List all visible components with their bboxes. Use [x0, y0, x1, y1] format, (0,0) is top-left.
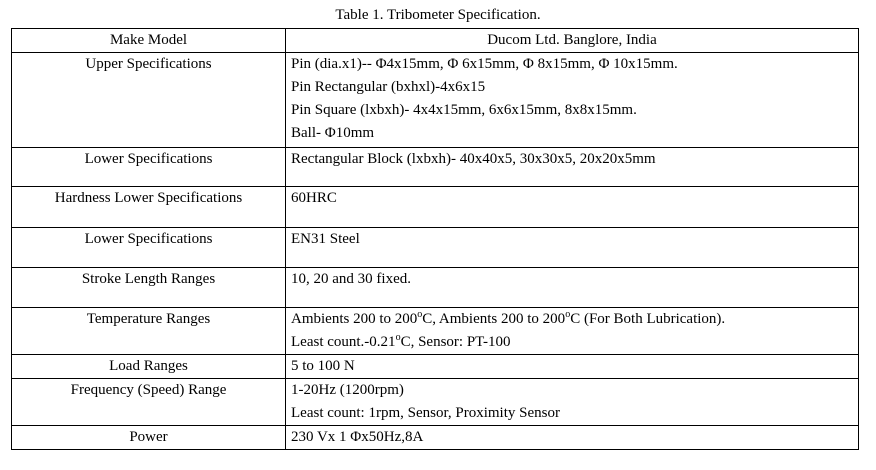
row-value-cell: [286, 426, 859, 450]
row-key-cell: Lower Specifications: [12, 148, 286, 187]
table-row: [12, 268, 859, 308]
table-row: [12, 53, 859, 148]
table-row: [12, 148, 859, 187]
row-value-cell: [286, 228, 859, 268]
table-row: [12, 228, 859, 268]
row-key-cell: Frequency (Speed) Range: [12, 379, 286, 426]
row-value-cell: [286, 148, 859, 187]
value-line: [291, 308, 858, 331]
value-line: 1-20Hz (1200rpm): [291, 382, 404, 398]
value-line: Ball- Φ10mm: [291, 125, 375, 141]
table-row: [12, 308, 859, 355]
value-text: Ambients 200 to 200: [291, 311, 418, 327]
table-row: [12, 426, 859, 450]
row-value-cell: [286, 268, 859, 308]
value-text: C (For Both Lubrication).: [570, 311, 726, 327]
row-key-cell: Load Ranges: [12, 355, 286, 379]
row-value-cell: [286, 355, 859, 379]
value-line: Least count: 1rpm, Sensor, Proximity Sensor: [291, 405, 560, 421]
table-row: [12, 187, 859, 228]
row-key-cell: Power: [12, 426, 286, 450]
table-row: [12, 379, 859, 426]
value-line: 230 Vx 1 Φx50Hz,8A: [291, 429, 424, 445]
table-row: [12, 355, 859, 379]
value-text: Least count.-0.21: [291, 334, 396, 350]
degree-superscript: o: [417, 309, 423, 320]
table-header-row: [12, 29, 859, 53]
value-text: C, Sensor: PT-100: [400, 334, 511, 350]
value-line: Pin (dia.x1)-- Φ4x15mm, Φ 6x15mm, Φ 8x15mm, Φ 10x15mm.: [291, 56, 678, 72]
table-caption: Table 1. Tribometer Specification.: [335, 7, 541, 23]
value-line: 60HRC: [291, 190, 337, 206]
value-line: 10, 20 and 30 fixed.: [291, 271, 411, 287]
row-key-cell: Lower Specifications: [12, 228, 286, 268]
row-value-cell: [286, 379, 859, 426]
value-line: Pin Square (lxbxh)- 4x4x15mm, 6x6x15mm, 8x8x15mm.: [291, 102, 637, 118]
row-key-cell: Temperature Ranges: [12, 308, 286, 355]
row-key-cell: Stroke Length Ranges: [12, 268, 286, 308]
value-line: Rectangular Block (lxbxh)- 40x40x5, 30x30x5, 20x20x5mm: [291, 151, 656, 167]
value-line: Pin Rectangular (bxhxl)-4x6x15: [291, 79, 486, 95]
row-key-cell: Hardness Lower Specifications: [12, 187, 286, 228]
value-line: 5 to 100 N: [291, 358, 355, 374]
value-line: EN31 Steel: [291, 231, 360, 247]
header-key-cell: Make Model: [12, 29, 286, 53]
degree-superscript: o: [565, 309, 571, 320]
value-text: C, Ambients 200 to 200: [422, 311, 566, 327]
row-value-cell: [286, 187, 859, 228]
header-value-cell: Ducom Ltd. Banglore, India: [286, 29, 859, 53]
row-value-cell: [286, 308, 859, 355]
value-line: [291, 331, 858, 354]
degree-superscript: o: [395, 332, 401, 343]
specification-table: [11, 28, 859, 450]
row-value-cell: [286, 53, 859, 148]
row-key-cell: Upper Specifications: [12, 53, 286, 148]
